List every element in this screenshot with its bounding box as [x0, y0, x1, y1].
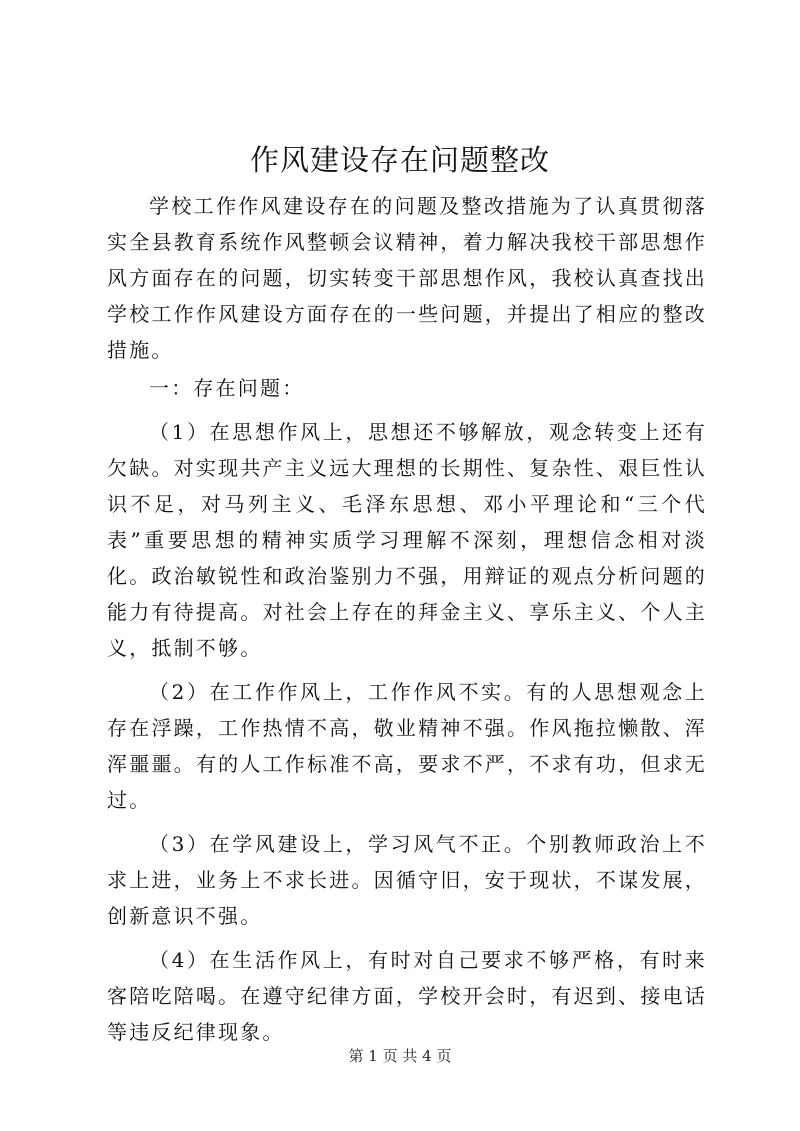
issue-paragraph-1: （1）在思想作风上，思想还不够解放，观念转变上还有欠缺。对实现共产主义远大理想的长期性、复杂性、艰巨性认识不足，对马列主义、毛泽东思想、邓小平理论和“三个代表”重要思想的精神实质学习理解不深刻，理想信念相对淡化。政治敏锐性和政治鉴别力不强，用辩证的观点分析问题的能力有待提高。对社会上存在的拜金主义、享乐主义、个人主义，抵制不够。: [107, 420, 707, 660]
document-title: 作风建设存在问题整改: [249, 143, 550, 177]
issue-paragraph-4: （4）在生活作风上，有时对自己要求不够严格，有时来客陪吃陪喝。在遵守纪律方面，学校开会时，有迟到、接电话等违反纪律现象。: [107, 948, 707, 1044]
page-footer: [0, 1045, 800, 1066]
intro-paragraph: 学校工作作风建设存在的问题及整改措施为了认真贯彻落实全县教育系统作风整顿会议精神，着力解决我校干部思想作风方面存在的问题，切实转变干部思想作风，我校认真查找出学校工作作风建设方面存在的一些问题，并提出了相应的整改措施。: [107, 194, 707, 362]
issue-paragraph-3: （3）在学风建设上，学习风气不正。个别教师政治上不求上进，业务上不求长进。因循守旧，安于现状，不谋发展，创新意识不强。: [107, 832, 707, 928]
page-number-label: 第 1 页 共 4 页: [348, 1047, 452, 1065]
document-body: [107, 188, 707, 1050]
issue-paragraph-2: （2）在工作作风上，工作作风不实。有的人思想观念上存在浮躁，工作热情不高，敬业精神不强。作风拖拉懒散、浑浑噩噩。有的人工作标准不高，要求不严，不求有功，但求无过。: [107, 680, 707, 812]
section-heading: 一：存在问题：: [149, 376, 305, 400]
